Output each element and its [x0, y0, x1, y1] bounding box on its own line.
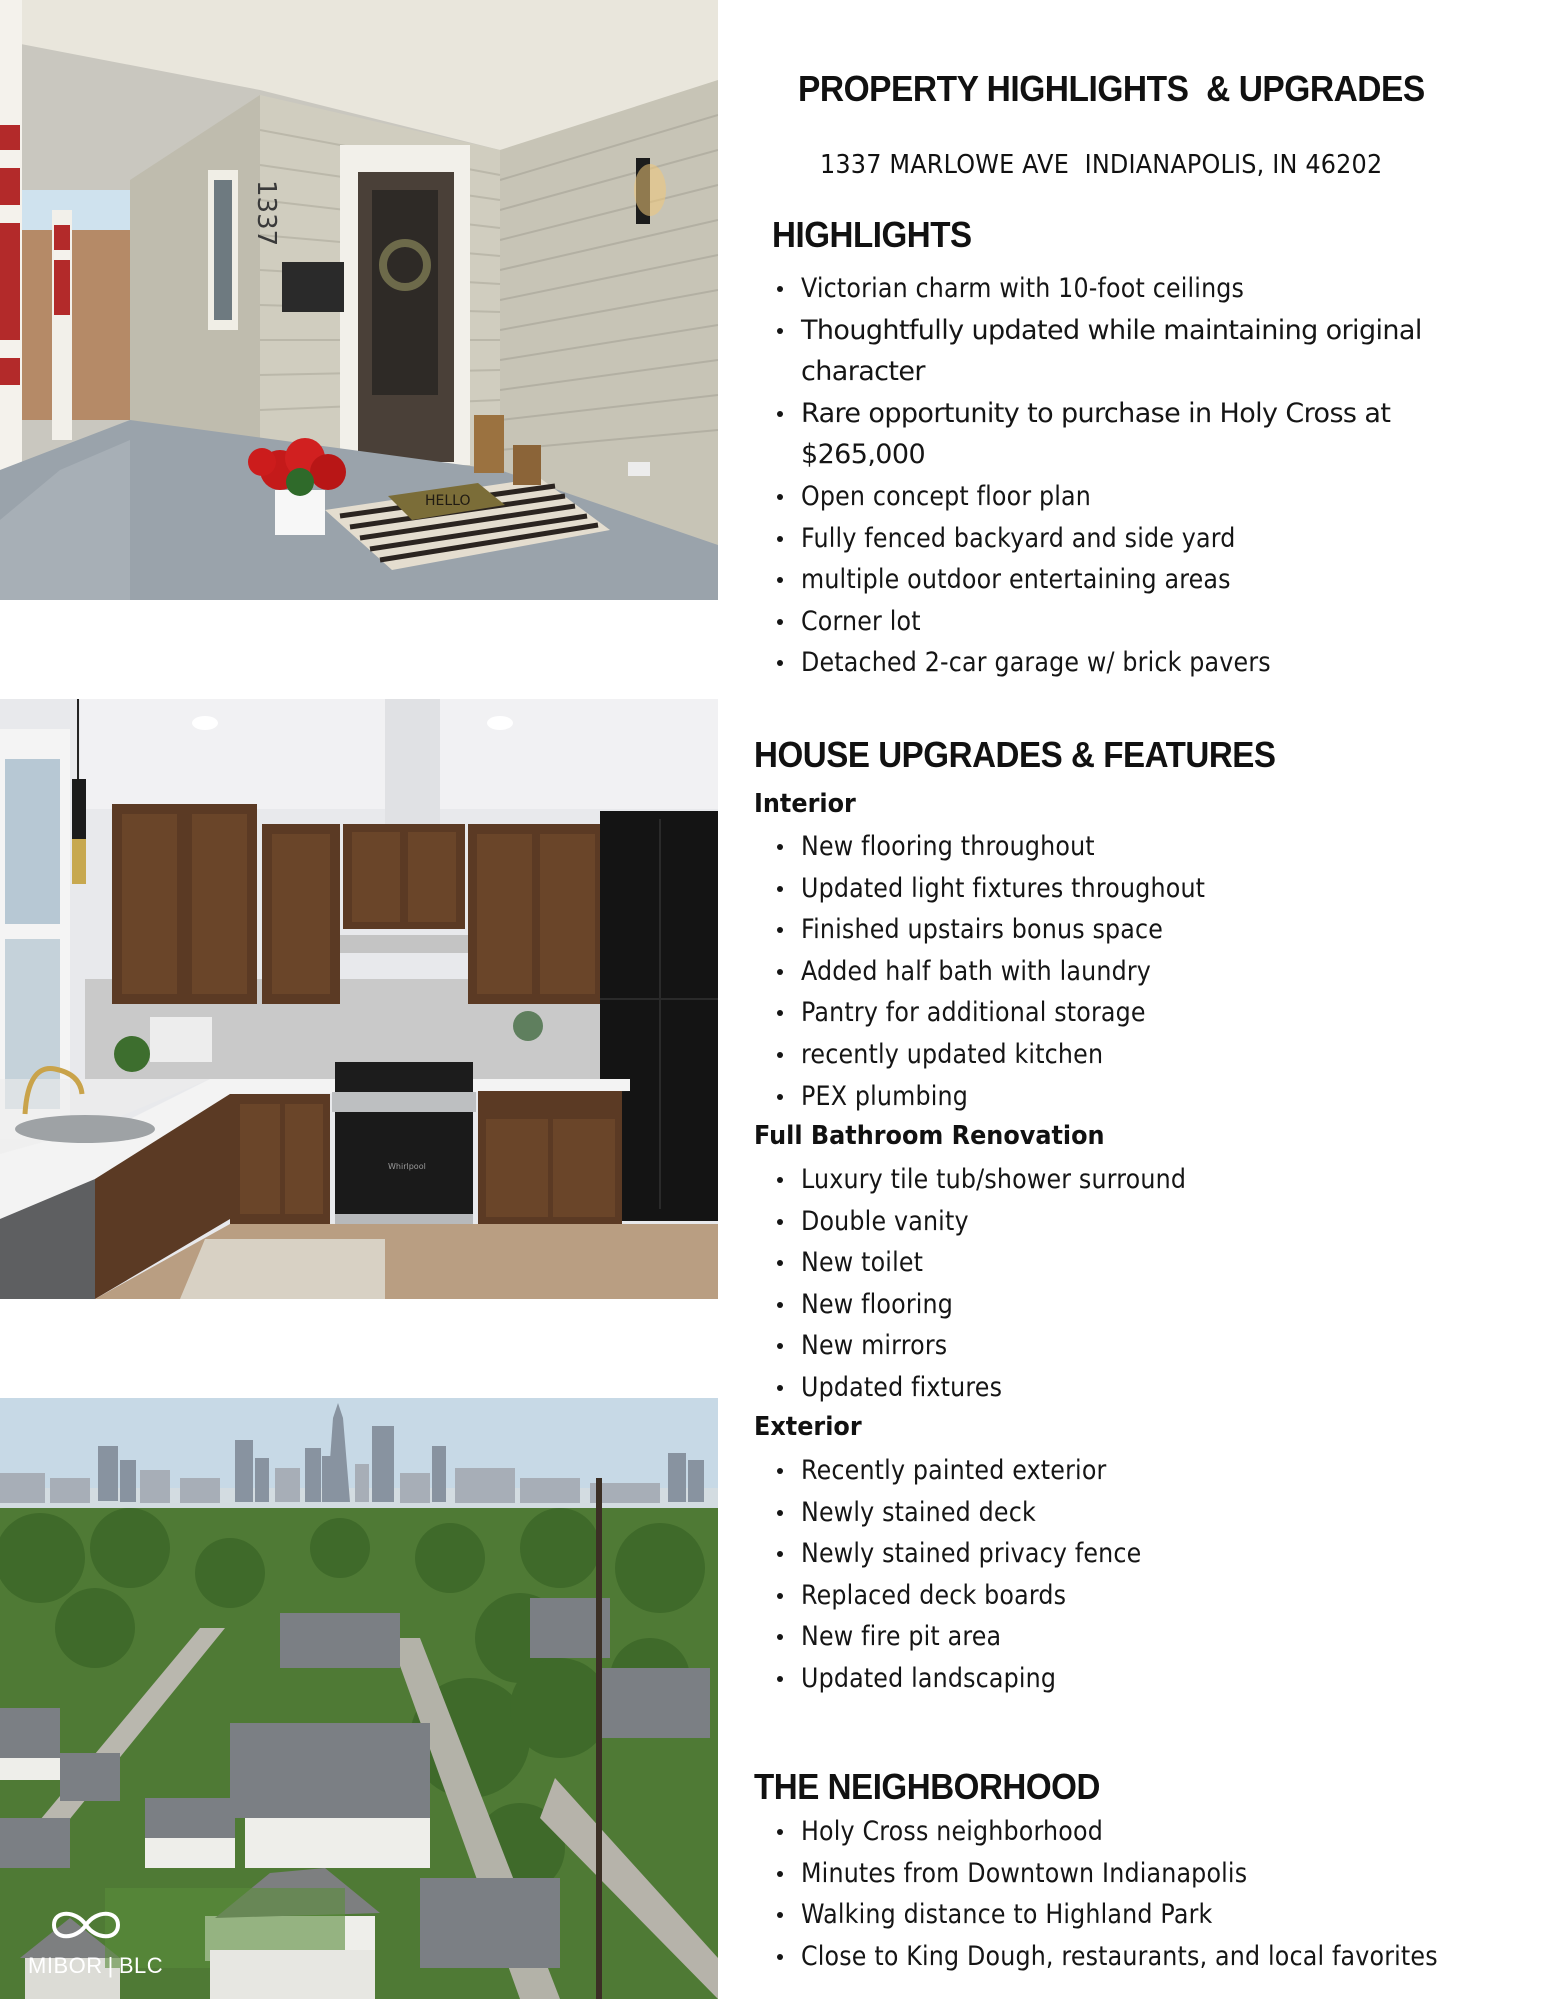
interior-list — [801, 826, 1541, 1117]
neighborhood-heading: THE NEIGHBORHOOD — [754, 1766, 1100, 1807]
page-title: PROPERTY HIGHLIGHTS & UPGRADES — [798, 68, 1425, 109]
interior-heading: Interior — [754, 789, 856, 819]
list-item: Close to King Dough, restaurants, and local favorites — [801, 1936, 1541, 1978]
watermark-brand-right: BLC — [118, 1953, 164, 1978]
list-item: Open concept floor plan — [801, 476, 1541, 518]
exterior-heading: Exterior — [754, 1412, 862, 1442]
list-item: Double vanity — [801, 1201, 1541, 1243]
list-item: New flooring — [801, 1284, 1541, 1326]
list-item: Replaced deck boards — [801, 1575, 1541, 1617]
list-item: PEX plumbing — [801, 1076, 1541, 1118]
list-item: New flooring throughout — [801, 826, 1541, 868]
list-item: Luxury tile tub/shower surround — [801, 1159, 1541, 1201]
kitchen-photo — [0, 699, 718, 1299]
list-item: Pantry for additional storage — [801, 992, 1541, 1034]
list-item: Victorian charm with 10-foot ceilings — [801, 268, 1541, 310]
list-item: New fire pit area — [801, 1616, 1541, 1658]
list-item: Corner lot — [801, 601, 1541, 643]
house-number: 1337 — [251, 180, 281, 247]
watermark-brand-left: MIBOR — [28, 1953, 103, 1978]
list-item: Newly stained privacy fence — [801, 1533, 1541, 1575]
highlights-heading: HIGHLIGHTS — [772, 214, 972, 255]
list-item: Minutes from Downtown Indianapolis — [801, 1853, 1541, 1895]
list-item: Fully fenced backyard and side yard — [801, 518, 1541, 560]
bathroom-list — [801, 1159, 1541, 1409]
list-item: Finished upstairs bonus space — [801, 909, 1541, 951]
list-item: Detached 2-car garage w/ brick pavers — [801, 642, 1541, 684]
list-item: Walking distance to Highland Park — [801, 1894, 1541, 1936]
infinity-logo-icon — [46, 1905, 126, 1945]
list-item: Updated landscaping — [801, 1658, 1541, 1700]
bathroom-heading: Full Bathroom Renovation — [754, 1121, 1105, 1151]
doormat-text: HELLO — [425, 493, 471, 509]
neighborhood-list — [801, 1811, 1541, 1977]
list-item: recently updated kitchen — [801, 1034, 1541, 1076]
list-item: Newly stained deck — [801, 1492, 1541, 1534]
list-item: Added half bath with laundry — [801, 951, 1541, 993]
upgrades-heading: HOUSE UPGRADES & FEATURES — [754, 734, 1276, 775]
porch-photo — [0, 0, 718, 600]
property-address: 1337 MARLOWE AVE INDIANAPOLIS, IN 46202 — [820, 150, 1383, 180]
list-item: Recently painted exterior — [801, 1450, 1541, 1492]
list-item: Rare opportunity to purchase in Holy Cross at $265,000 — [801, 393, 1541, 476]
highlights-list — [801, 268, 1541, 684]
list-item: New mirrors — [801, 1325, 1541, 1367]
exterior-list — [801, 1450, 1541, 1700]
mibor-watermark: MIBOR | BLC — [28, 1905, 158, 1977]
list-item: Updated light fixtures throughout — [801, 868, 1541, 910]
list-item: New toilet — [801, 1242, 1541, 1284]
list-item: Thoughtfully updated while maintaining original character — [801, 310, 1541, 393]
list-item: Holy Cross neighborhood — [801, 1811, 1541, 1853]
list-item: multiple outdoor entertaining areas — [801, 559, 1541, 601]
range-brand: Whirlpool — [388, 1162, 426, 1171]
list-item: Updated fixtures — [801, 1367, 1541, 1409]
